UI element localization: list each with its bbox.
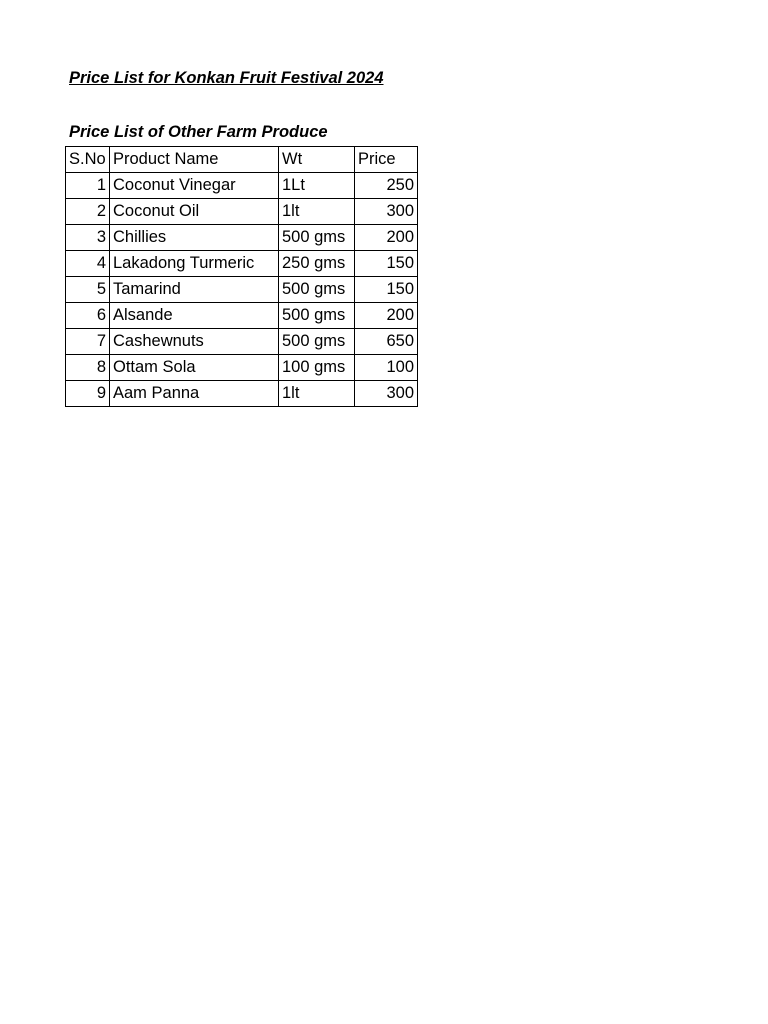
table-header-row — [66, 147, 418, 173]
table-body — [66, 173, 418, 407]
cell-price: 300 — [355, 199, 418, 225]
cell-product-name: Tamarind — [110, 277, 279, 303]
table-row — [66, 277, 418, 303]
cell-sno: 3 — [66, 225, 110, 251]
cell-product-name: Ottam Sola — [110, 355, 279, 381]
table-row — [66, 199, 418, 225]
cell-wt: 500 gms — [279, 225, 355, 251]
table-row — [66, 329, 418, 355]
cell-price: 150 — [355, 251, 418, 277]
cell-sno: 2 — [66, 199, 110, 225]
table-row — [66, 303, 418, 329]
cell-price: 650 — [355, 329, 418, 355]
table-row — [66, 355, 418, 381]
cell-price: 250 — [355, 173, 418, 199]
header-sno: S.No — [66, 147, 110, 173]
cell-sno: 1 — [66, 173, 110, 199]
cell-sno: 4 — [66, 251, 110, 277]
header-product-name: Product Name — [110, 147, 279, 173]
cell-price: 200 — [355, 225, 418, 251]
table-row — [66, 225, 418, 251]
cell-sno: 6 — [66, 303, 110, 329]
cell-price: 100 — [355, 355, 418, 381]
cell-sno: 8 — [66, 355, 110, 381]
cell-wt: 250 gms — [279, 251, 355, 277]
cell-product-name: Cashewnuts — [110, 329, 279, 355]
header-price: Price — [355, 147, 418, 173]
cell-wt: 500 gms — [279, 303, 355, 329]
cell-wt: 1lt — [279, 199, 355, 225]
table-row — [66, 251, 418, 277]
cell-wt: 1lt — [279, 381, 355, 407]
cell-wt: 500 gms — [279, 329, 355, 355]
cell-wt: 100 gms — [279, 355, 355, 381]
cell-sno: 7 — [66, 329, 110, 355]
cell-product-name: Alsande — [110, 303, 279, 329]
cell-sno: 5 — [66, 277, 110, 303]
table-header — [66, 147, 418, 173]
price-table — [65, 146, 418, 407]
cell-price: 150 — [355, 277, 418, 303]
document-title: Price List for Konkan Fruit Festival 2024 — [69, 69, 384, 87]
cell-sno: 9 — [66, 381, 110, 407]
section-title: Price List of Other Farm Produce — [69, 123, 328, 141]
table-row — [66, 173, 418, 199]
cell-wt: 500 gms — [279, 277, 355, 303]
cell-product-name: Lakadong Turmeric — [110, 251, 279, 277]
cell-product-name: Coconut Oil — [110, 199, 279, 225]
table-row — [66, 381, 418, 407]
cell-price: 200 — [355, 303, 418, 329]
cell-product-name: Coconut Vinegar — [110, 173, 279, 199]
cell-product-name: Chillies — [110, 225, 279, 251]
header-wt: Wt — [279, 147, 355, 173]
cell-price: 300 — [355, 381, 418, 407]
cell-wt: 1Lt — [279, 173, 355, 199]
cell-product-name: Aam Panna — [110, 381, 279, 407]
